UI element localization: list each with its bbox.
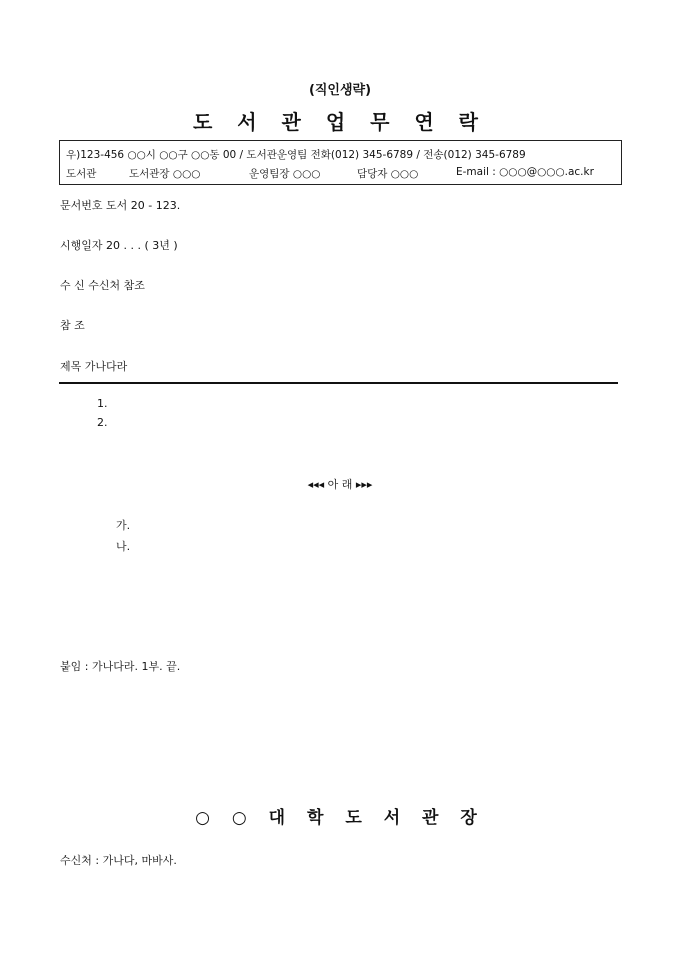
librarian-label: 도서관	[66, 168, 97, 180]
reference-field: 참 조	[60, 319, 85, 332]
sub-item: 나.	[116, 540, 131, 553]
subject-field: 제목 가나다라	[60, 360, 128, 373]
subject-divider	[59, 382, 618, 384]
document-title: 도 서 관 업 무 연 락	[192, 110, 488, 134]
address-contact-line: 우)123-456 ○○시 ○○구 ○○동 00 / 도서관운영팀 전화(012) 345-6789 / 전송(012) 345-6789	[66, 149, 526, 161]
sub-item: 가.	[116, 519, 131, 532]
body-item: 1.	[97, 397, 108, 410]
below-marker: ◂◂◂ 아 래 ▸▸▸	[307, 478, 373, 491]
body-item: 2.	[97, 416, 108, 429]
sender-info-box	[59, 140, 622, 185]
team-lead-name: 운영팀장 ○○○	[249, 168, 321, 180]
document-number: 문서번호 도서 20 - 123.	[60, 199, 181, 212]
director-name: 도서관장 ○○○	[129, 168, 201, 180]
person-in-charge: 담당자 ○○○	[357, 168, 419, 180]
stamp-omitted-note: (직인생략)	[308, 83, 372, 98]
attachment-line: 붙임 : 가나다라. 1부. 끝.	[60, 660, 181, 673]
recipient-field: 수 신 수신처 참조	[60, 279, 145, 292]
enforcement-date: 시행일자 20 . . . ( 3년 )	[60, 239, 178, 252]
email-address: E-mail : ○○○@○○○.ac.kr	[456, 166, 594, 178]
recipients-list: 수신처 : 가나다, 마바사.	[60, 854, 177, 867]
issuer-signature: ○ ○ 대 학 도 서 관 장	[195, 808, 485, 828]
